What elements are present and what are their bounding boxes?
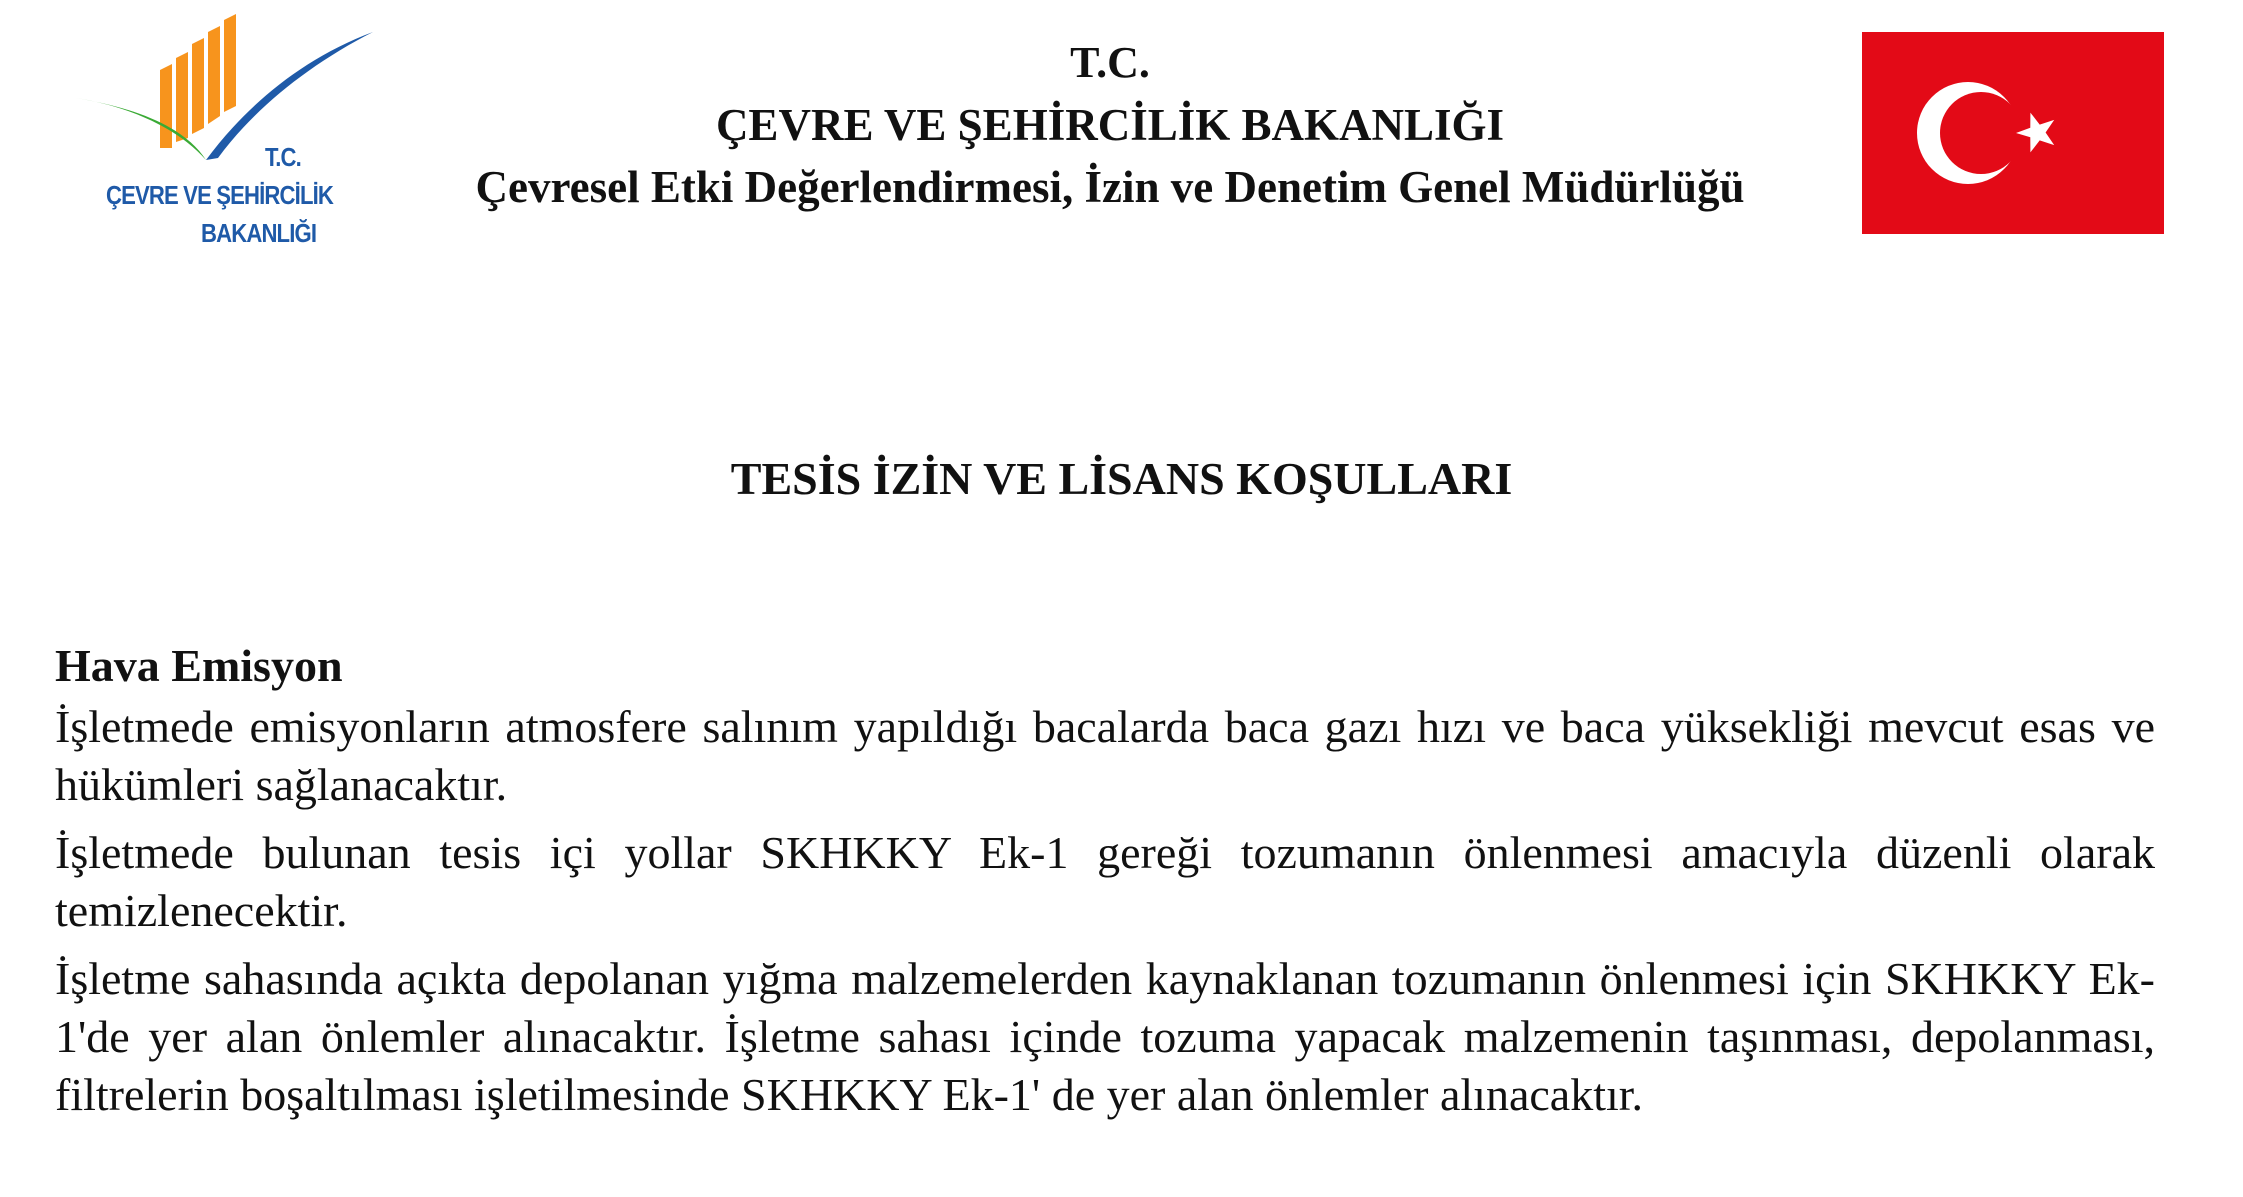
section-heading: Hava Emisyon (55, 640, 343, 691)
document-title: TESİS İZİN VE LİSANS KOŞULLARI (730, 453, 1513, 504)
logo-ministry-name-line1: ÇEVRE VE ŞEHİRCİLİK (106, 180, 334, 210)
header-ministry: ÇEVRE VE ŞEHİRCİLİK BAKANLIĞI (715, 100, 1505, 150)
ministry-logo-icon (68, 10, 388, 250)
paragraph: İşletme sahasında açıkta depolanan yığma malzemelerden kaynaklanan tozumanın önlenmesi için SKHKKY Ek-1'de yer alan önlemler alınacaktır. İşletme sahası içinde tozuma yapacak malzemenin taşınması, depolanması, filtrelerin boşaltılması işletilmesinde SKHKKY Ek-1' de yer alan önlemler alınacaktır. (55, 953, 2155, 1120)
logo-ministry-name-line2: BAKANLIĞI (201, 218, 317, 248)
logo-tc-text: T.C. (265, 142, 301, 172)
turkish-flag (1862, 32, 2164, 234)
document-header (380, 32, 1840, 218)
paragraph: İşletmede emisyonların atmosfere salınım yapıldığı bacalarda baca gazı hızı ve baca yüksekliği mevcut esas ve hükümleri sağlanacaktır. (55, 701, 2155, 810)
ministry-logo (68, 10, 388, 250)
paragraph: İşletmede bulunan tesis içi yollar SKHKKY Ek-1 gereği tozumanın önlenmesi amacıyla düzenli olarak temizlenecektir. (55, 827, 2155, 936)
document-body (55, 638, 2155, 1134)
header-directorate: Çevresel Etki Değerlendirmesi, İzin ve Denetim Genel Müdürlüğü (475, 162, 1745, 212)
turkish-flag-icon (1862, 32, 2164, 234)
header-tc: T.C. (1070, 38, 1150, 87)
